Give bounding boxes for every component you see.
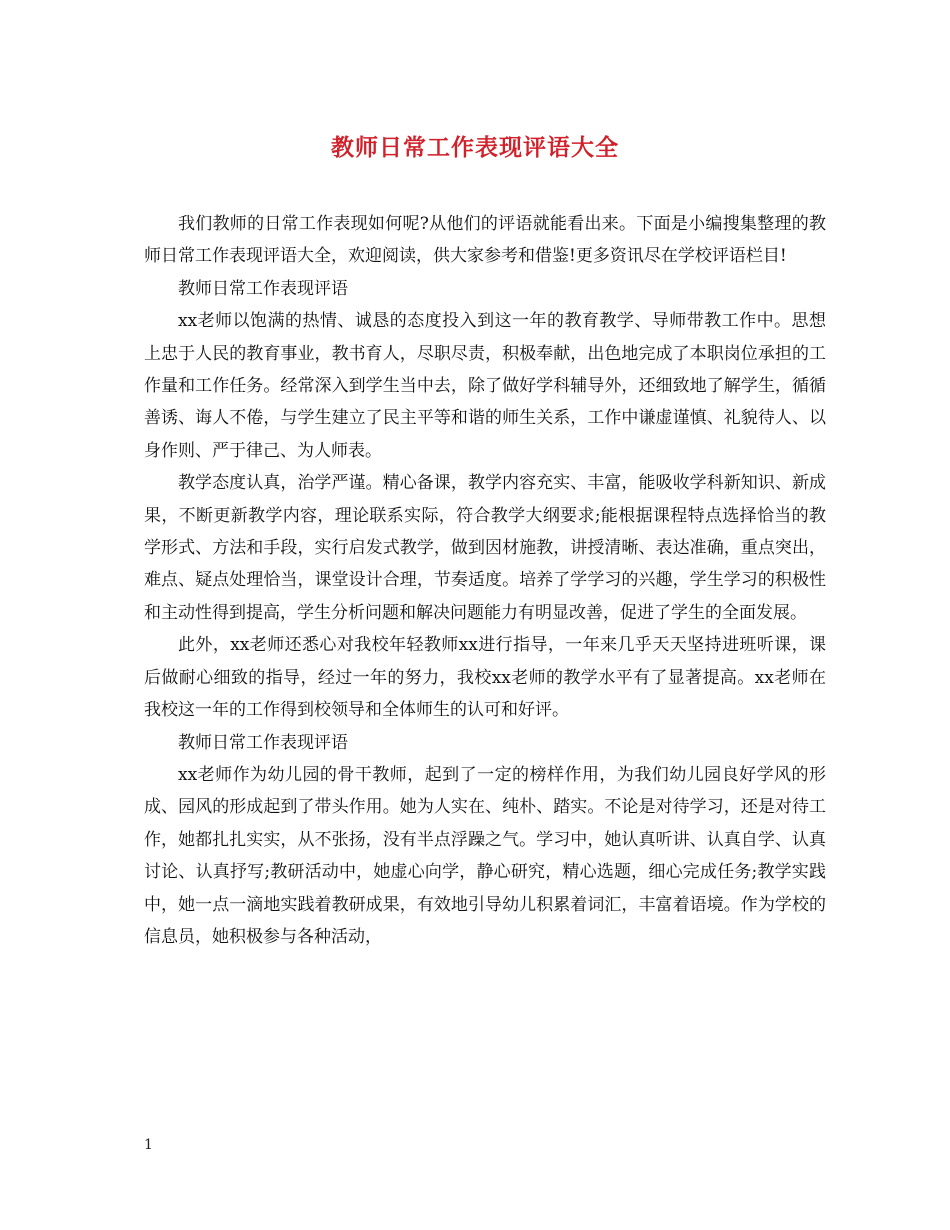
section-heading: 教师日常工作表现评语 [178, 278, 348, 299]
body-paragraph: 此外，xx老师还悉心对我校年轻教师xx进行指导，一年来几乎天天坚持进班听课，课后做耐心细致的指导，经过一年的努力，我校xx老师的教学水平有了显著提高。xx老师在我校这一年的工作得到校领导和全体师生的认可和好评。 [144, 635, 826, 721]
body-paragraph: xx老师作为幼儿园的骨干教师，起到了一定的榜样作用，为我们幼儿园良好学风的形成、园风的形成起到了带头作用。她为人实在、纯朴、踏实。不论是对待学习，还是对待工作，她都扎扎实实，从不张扬，没有半点浮躁之气。学习中，她认真听讲、认真自学、认真讨论、认真抒写;教研活动中，她虚心向学，静心研究，精心选题，细心完成任务;教学实践中，她一点一滴地实践着教研成果，有效地引导幼儿积累着词汇，丰富着语境。作为学校的信息员，她积极参与各种活动， [144, 764, 826, 947]
document-body [144, 208, 826, 953]
body-paragraph: xx老师以饱满的热情、诚恳的态度投入到这一年的教育教学、导师带教工作中。思想上忠于人民的教育事业，教书育人，尽职尽责，积极奉献，出色地完成了本职岗位承担的工作量和工作任务。经常深入到学生当中去，除了做好学科辅导外，还细致地了解学生，循循善诱、诲人不倦，与学生建立了民主平等和谐的师生关系，工作中谦虚谨慎、礼貌待人、以身作则、严于律己、为人师表。 [144, 311, 826, 461]
page-number: 1 [144, 1137, 153, 1153]
section-heading: 教师日常工作表现评语 [178, 732, 348, 753]
document-title: 教师日常工作表现评语大全 [331, 134, 619, 161]
body-paragraph: 教学态度认真，治学严谨。精心备课，教学内容充实、丰富，能吸收学科新知识、新成果，不断更新教学内容，理论联系实际，符合教学大纲要求;能根据课程特点选择恰当的教学形式、方法和手段，实行启发式教学，做到因材施教，讲授清晰、表达准确，重点突出，难点、疑点处理恰当，课堂设计合理，节奏适度。培养了学学习的兴趣，学生学习的积极性和主动性得到提高，学生分析问题和解决问题能力有明显改善，促进了学生的全面发展。 [144, 473, 826, 623]
intro-paragraph: 我们教师的日常工作表现如何呢?从他们的评语就能看出来。下面是小编搜集整理的教师日常工作表现评语大全，欢迎阅读，供大家参考和借鉴!更多资讯尽在学校评语栏目! [144, 214, 826, 267]
